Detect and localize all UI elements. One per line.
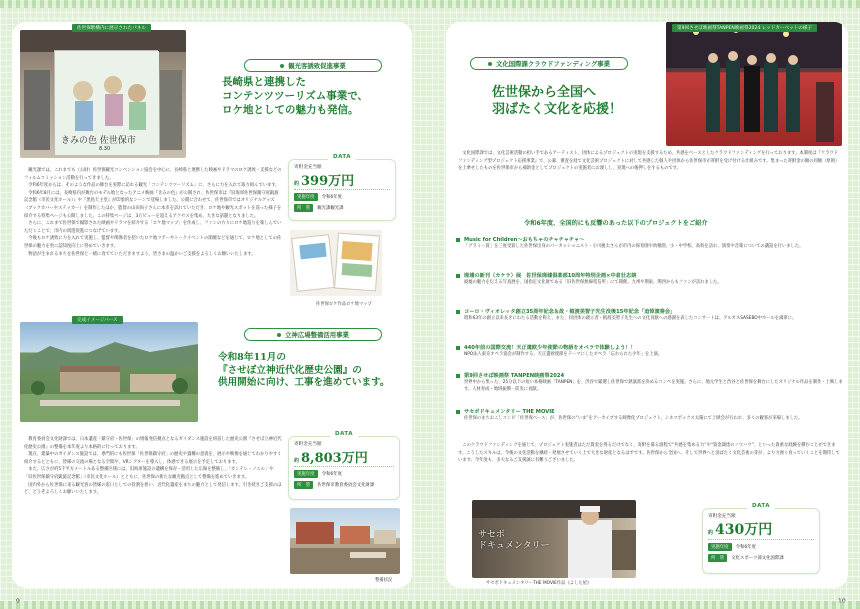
construction-photo [290,508,400,574]
location-map-photo [290,230,382,296]
body-park: 教育委員会文化財課では、日本遺産「鎮守府・佐世保」の情報発信拠点となるガイダンス施設を併設した歴史公園『させぼ立神近代化歴史公園』の整備を本年度より本格的に行っております。 現在、建築中のガイダンス施設では、専門的にも佐世保「佐世保鎮守府」の歴史や遺構の意義を、展示や映像を通じてわかりやすく紹介するとともに、皆様の交流の場となる空間や、VRシアターを導入し、体感できる展示を予定しております。 また、広さが約5千平方メートルある整備区域には、旧海軍施設の遺構を保存・活用した広場を整備し、「カンテレ・ノエル」や「旧佐世保鎮守府凱旋記念館」（市民文化ホール）とともに、佐世保の新たな観光拠点として整備を進めていきます。 国内外から佐世保に来る観光客の皆様の窓口としての役割を担い、近代化遺産をまちの魅力として発信します。引き続きご支援のほど、どうぞよろしくお願いいたします。 [24,437,282,496]
poster-title: きみの色 佐世保市 [61,136,136,146]
section-pill-tourism: 観光客誘致促進事業 [244,59,382,72]
project-item: 第9回させぼ映画祭 TANPEN映画祭2024 世界中から集った、25分以下の短い本格映画「TANPEN」を、渋谷で厳選し佐世保で熱演賞を決めるコンペを実施。さらに、地元学生と渋谷と佐世保を舞台にしたオリジナル作品を制作・上映します。人材育成・地域振興・防災に貢献。 [456,372,846,393]
documentary-photo [472,500,636,578]
headline-crowdfunding: 佐世保から全国へ 羽ばたく文化を応援！ [492,85,623,118]
bottom-stripe [0,601,860,609]
red-carpet-caption: 第9回させぼ映画祭TANPEN映画祭2024 レッドカーペットの様子 [672,24,817,32]
square-bullet-icon [456,374,460,378]
section-pill-crowdfunding: 文化国際課クラウドファンディング事業 [470,57,628,70]
documentary-title-overlay: サセボ ドキュメンタリー [478,530,550,551]
photo-caption: 佐世保駅構内に展示されたパネル [72,24,151,32]
bullet-dot-icon [488,62,492,66]
top-stripe [0,0,860,8]
square-bullet-icon [456,346,460,350]
square-bullet-icon [456,310,460,314]
left-page [12,22,412,588]
data-box-tourism: DATA 寄附金充当額 約 399万円 実施年度 令和6年度 所 管 観光課観光課 [288,159,396,221]
project-item: 440年前の国際交流！天正遣欧少年使節の物語をオペラで体験しよう！！ NPO法人東京オペラ協会が制作する、天正遣欧使節をテーマにしたオペラ「忘れられた少年」を上演。 [456,344,846,358]
bullet-dot-icon [280,64,284,68]
construction-caption: 整備状況 [375,578,393,583]
square-bullet-icon [456,238,460,242]
project-item: Music for Children～おもちゃのチャチャチャ～ 「グラミー賞」を三度受賞した佐世保出身のパーカッショニスト・小川慶太さんが市内の保育園や幼稚園、小・中学校、高校を訪れ、演奏や音楽についての講話を行いました。 [456,236,846,250]
square-bullet-icon [456,410,460,414]
headline-tourism: 長崎県と連携した コンテンツツーリズム事業で、 ロケ地としての魅力も発信。 [222,76,369,116]
section-pill-park: 立神広場整備活用事業 [244,328,382,341]
map-caption: 佐世保ロケ作品ロケ地マップ [316,302,372,307]
project-item: コーロ・ヴィオレッタ創立35周年記念＆故・植渡美智子先生没後15年記念「追悼演奏会」 昭和63年の創立以来長きにわたる活動を称え、また、同団体の創立者・植渡美智子先生への文化貢献への感謝を表したコンサートは、アルカスSASEBO中ホールを満席に。 [456,308,846,322]
documentary-caption: サセボドキュメンタリーTHE MOVIE作品《よした屋》 [486,581,592,586]
data-box-crowdfunding: DATA 寄附金充当額 約 430万円 実施年度 令和6年度 所 管 文化スポーツ部文化国際課 [702,508,820,574]
project-item: サセボドキュメンタリー THE MOVIE 佐世保のまちおこしコンビ「佐世保ベース」が、佐世保の“いま”をアーカイブする映像化プロジェクト。シネマボックス太陽にて上映会が行われ、多くの観客が来場しました。 [456,408,846,422]
station-panel-photo [20,30,186,158]
movie-poster [54,50,158,154]
headline-park: 令和8年11月の 『させぼ立神近代化歴史公園』の 供用開始に向け、工事を進めています。 [218,352,390,389]
red-carpet-photo [666,22,842,146]
right-page [446,22,848,588]
data-box-park: DATA 寄附金充当額 約 8,803万円 実施年度 令和6年度 所 管 佐世保市教育委員会文化財課 [288,436,400,500]
render-caption: 完成イメージパース [72,316,123,324]
park-render-image [20,322,198,422]
project-item: 廃墟の新刊（カケラ）展 佐世保廃墟倶楽部10周年特別企画×中倉壮志朗 廃墟の魅力を伝える写真展を、国指定文化財である「旧佐世保無線電信所」にて開催。九州や関東、関西からもファンが訪れました。 [456,272,846,286]
intro-text: 文化国際課では、文化芸術活動の担い手であるアーティスト、団体によるプロジェクトの実現を支援するため、共感をベースとしたクラウドファンディングを行っております。本制度は『クラウドファンディング型プロジェクト応援事業』で、公募、審査を経て文化芸術プロジェクトに対して共感した個人や団体から佐世保市が寄附を受け付ける仕組みです。集まった寄附金の額の同額（原則）を上乗せしたものを佐世保市から補助金としてプロジェクトの実施者にお渡しし、実現への後押しをするものです。 [458,151,840,172]
outro-text: このクラウドファンディングを通じて、プロジェクト実施者はただ資金を得るだけでなく、寄附を募る過程で“共感を集める力”や“資金調達のノウハウ”、といった貴重な経験を積むことができます。こうしたスキルは、今後の文化活動を継続・発展させていく上で大きな財産となるはずです。佐世保から全国へ、そして世界へと羽ばたく文化芸術の芽が、より力強く育っていくことを期待しています。今年度も、多大なるご支援誠に有難うございました。 [458,443,840,464]
poster-date: 8.30 [99,146,111,152]
bullet-dot-icon [277,333,281,337]
projects-highlight: 令和6年度、全国的にも反響のあった以下のプロジェクトをご紹介 [524,220,708,227]
body-tourism: 観光課では、これまでも（公財）佐世保観光コンベンション協会を中心に、長崎県と連携した映画やドラマのロケ誘致・支援などのフィルムコミッション活動を行ってきました。 令和6年度からは、そのような作品の舞台を実際に訪れる観光「コンテンツツーリズム」に、さらに力を入れて取り組んでいます。 令和6年8月には、長崎県内が舞台のモデル地となったアニメ映画『きみの色』が公開され、佐世保市は『旧海軍佐世保鎮守府凱旋記念館（市民文化ホール）』や『黒島天主堂』が印象的なシーンで登場しました。公開に合わせて、佐世保市ではオリジナルグッズ（ブックカバーやステッカー）を制作したほか、監督の山田尚子さんに本市を訪れていただき、ロケ地や観光スポットを巡った様子を紹介する特集ページも公開しました。この特集ページは、3万ビューを超えるアクセスを集め、大きな話題となりました。 さらに、これまで佐世保で撮影された映画やドラマを紹介する「ロケ地マップ」を作成し、ファンの方々にロケ地巡りを楽しんでいただくことで、市内の周遊促進につなげています。 今後もロケ誘致に力を入れて実施し、監督や関係者を招いたロケ地ツアーやトークイベントの開催などを通じて、ロケ地としての佐世保の魅力を更に認知度向上に努めていきます。 物語が生まれるまちを佐世保と一緒に育てていただきますよう、皆さまの温かいご支援をよろしくお願いいたします。 [24,168,282,257]
square-bullet-icon [456,274,460,278]
